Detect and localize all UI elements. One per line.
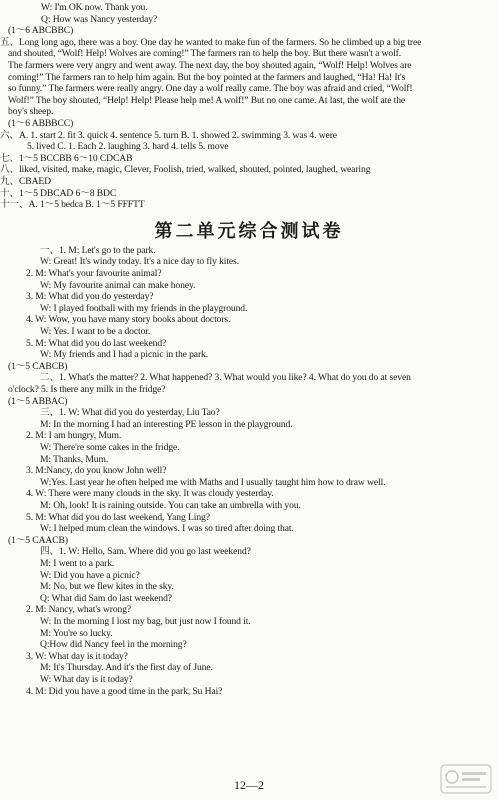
- text-line: coming!” The farmers ran to help him again. But the boy pointed at the farmers and laughed, “Ha! Ha! It's: [8, 71, 406, 83]
- text-line: (1～5 CAACB): [8, 534, 68, 546]
- text-line: W: I played football with my friends in the playground.: [40, 302, 248, 314]
- text-line: W: I'm OK now. Thank you.: [41, 2, 148, 13]
- text-line: W: Great! It's windy today. It's a nice day to fly kites.: [40, 256, 239, 268]
- text-line: Q: How was Nancy yesterday?: [41, 13, 158, 25]
- text-line: 3. M: What did you do yesterday?: [26, 291, 154, 303]
- text-line: 5. M: What did you do last weekend?: [26, 337, 167, 349]
- text-line: M: No, but we flew kites in the sky.: [40, 581, 174, 593]
- text-line: 3. W: What day is it today?: [26, 650, 128, 662]
- text-line: M: It's Thursday. And it's the first day of June.: [40, 662, 213, 674]
- text-line: (1～6 ABBBCC): [8, 118, 74, 129]
- text-line: The farmers were very angry and went away. The next day, the boy shouted again, “Wolf! Help! Wolves are: [8, 60, 412, 71]
- text-line: 3. M:Nancy, do you know John well?: [26, 465, 167, 477]
- text-line: W: Yes. I want to be a doctor.: [40, 326, 151, 337]
- text-line: W: Did you have a picnic?: [40, 569, 140, 581]
- text-line: 四、1. W: Hello, Sam. Where did you go last weekend?: [40, 546, 251, 558]
- text-line: Q: What did Sam do last weekend?: [40, 592, 172, 604]
- watermark-logo: [440, 764, 492, 794]
- section-title: 第二单元综合测试卷: [154, 220, 344, 242]
- text-line: and shouted, “Wolf! Help! Wolves are coming!” The farmers ran to help the boy. But there wasn't a wolf.: [8, 48, 402, 60]
- text-line: 七、1～5 BCCBB 6～10 CDCAB: [0, 152, 133, 164]
- text-line: 5. lived C. 1. Each 2. laughing 3. hard 4. tells 5. move: [27, 141, 229, 153]
- text-line: W: What day is it today?: [40, 674, 133, 685]
- text-line: (1～5 CABCB): [8, 360, 68, 372]
- text-line: 十一、A. 1～5 bedca B. 1～5 FFFTT: [0, 199, 145, 211]
- text-line: 二、1. What's the matter? 2. What happened? 3. What would you like? 4. What do you do at seven: [40, 372, 411, 384]
- text-line: 六、A. 1. start 2. fit 3. quick 4. sentence 5. turn B. 1. showed 2. swimming 3. was 4. were: [0, 129, 337, 141]
- text-line: 十、1～5 DBCAD 6～8 BDC: [0, 187, 117, 199]
- text-line: (1～5 ABBAC): [8, 395, 68, 407]
- text-line: M: Thanks, Mum.: [40, 453, 109, 465]
- text-line: W:Yes. Last year he often helped me with Maths and I usually taught him how to draw well.: [40, 476, 386, 488]
- text-line: 2. M: What's your favourite animal?: [26, 268, 162, 279]
- text-line: M: In the morning I had an interesting PE lesson in the playground.: [40, 418, 293, 430]
- page-number: 12—2: [234, 778, 264, 792]
- text-line: so funny.” The farmers were really angry. One day a wolf really came. The boy was afraid and cried, “Wolf!: [8, 83, 413, 95]
- text-line: 三、1. W: What did you do yesterday, Liu Tao?: [40, 407, 220, 419]
- text-line: Q:How did Nancy feel in the morning?: [40, 639, 187, 651]
- text-line: 九、CBAED: [0, 176, 52, 187]
- text-line: 4. W: Wow, you have many story books about doctors.: [26, 314, 231, 326]
- text-line: 五、Long long ago, there was a boy. One day he wanted to make fun of the farmers. So he climbed up a big tree: [0, 36, 422, 48]
- text-line: 2. M: Nancy, what's wrong?: [26, 604, 132, 616]
- text-line: M: Oh, look! It is raining outside. You can take an umbrella with you.: [40, 500, 301, 511]
- text-line: W: In the morning I lost my bag, but just now I found it.: [40, 616, 251, 627]
- text-line: W: There're some cakes in the fridge.: [40, 442, 180, 453]
- text-line: 一、1. M: Let's go to the park.: [40, 244, 156, 256]
- text-line: W: My friends and I had a picnic in the park.: [40, 349, 209, 361]
- text-line: M: I went to a park.: [40, 558, 115, 569]
- text-line: o'clock? 5. Is there any milk in the fridge?: [8, 384, 166, 395]
- text-line: 八、liked, visited, make, magic, Clever, Foolish, tried, walked, shouted, pointed, laughed, wearing: [0, 164, 371, 176]
- text-line: M: You're so lucky.: [40, 627, 113, 639]
- text-line: 5. M: What did you do last weekend, Yang Ling?: [26, 511, 210, 523]
- text-line: (1～6 ABCBBC): [8, 25, 74, 37]
- text-line: 4. W: There were many clouds in the sky. It was cloudy yesterday.: [26, 488, 274, 500]
- text-line: Wolf!” The boy shouted, “Help! Help! Please help me! A wolf!” But no one came. At last, the wolf ate the: [8, 94, 406, 106]
- text-line: W: I helped mum clean the windows. I was so tired after doing that.: [40, 523, 294, 535]
- text-line: 2. M: I am hungry, Mum.: [26, 430, 122, 442]
- text-line: W: My favourite animal can make honey.: [40, 279, 196, 291]
- text-line: boy's sheep.: [8, 106, 54, 118]
- text-line: 4. M: Did you have a good time in the park, Su Hai?: [26, 685, 223, 697]
